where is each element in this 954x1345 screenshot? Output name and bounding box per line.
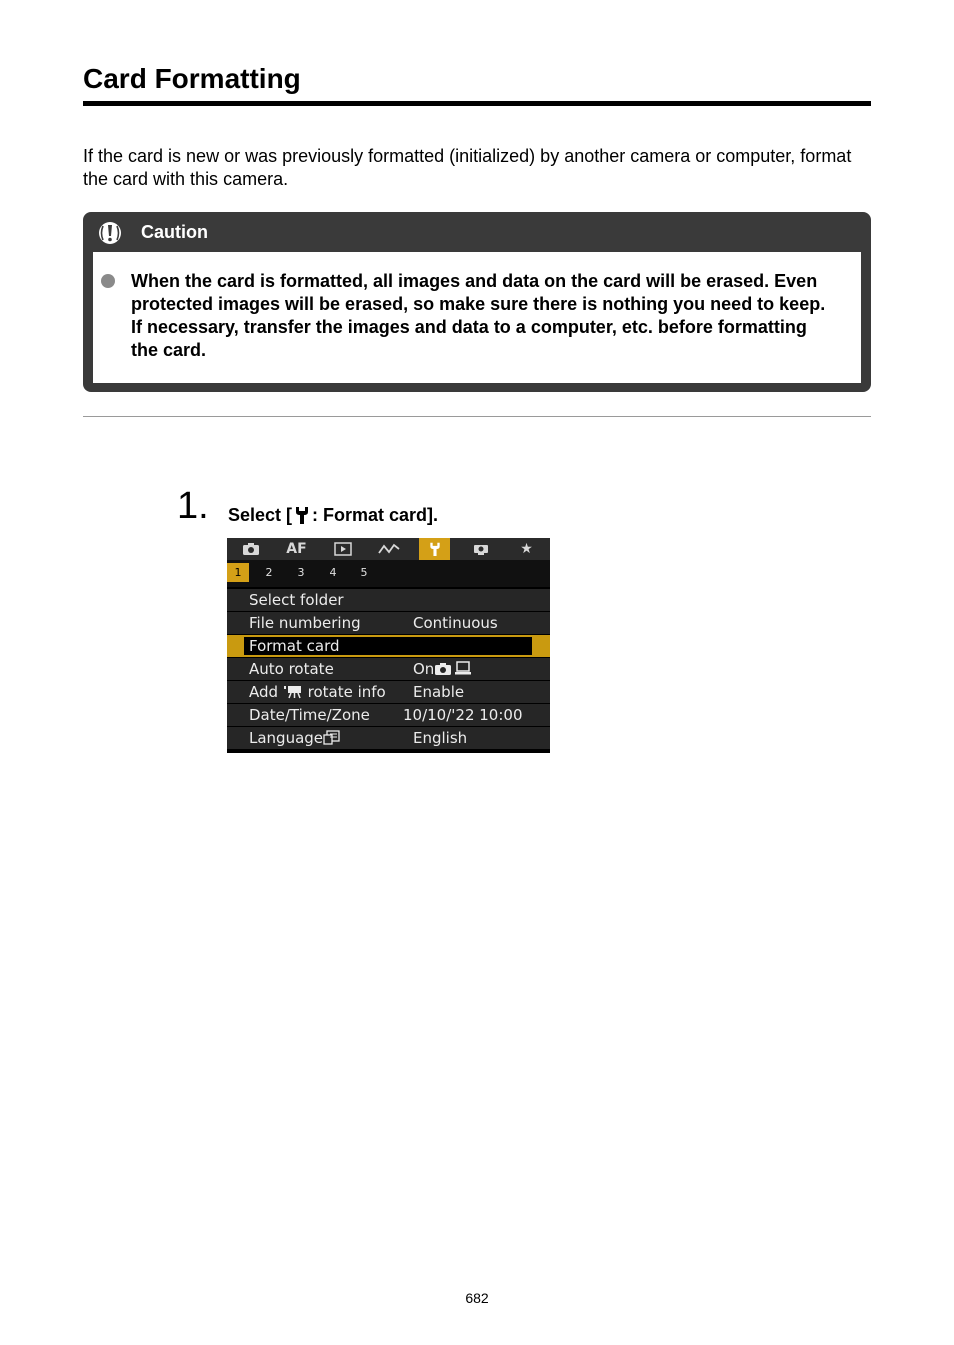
menu-row-date-time-zone[interactable]: [227, 704, 550, 726]
menu-row-label: Auto rotate: [249, 660, 334, 678]
tab-wireless[interactable]: [373, 538, 404, 560]
tab-af[interactable]: [281, 538, 312, 560]
step-prefix: Select [: [228, 505, 293, 525]
subtab-3[interactable]: 3: [297, 566, 305, 579]
menu-row-add-rotate-info[interactable]: [227, 681, 550, 703]
section-divider: [83, 416, 871, 417]
label-prefix: Add: [249, 683, 279, 701]
tab-setup[interactable]: [419, 538, 450, 560]
subtab-1[interactable]: 1: [227, 563, 249, 582]
menu-row-value: Enable: [413, 683, 465, 701]
wireless-icon: [378, 543, 400, 555]
menu-row-select-folder[interactable]: [227, 589, 550, 611]
menu-subtab-bar: [227, 560, 550, 587]
menu-row-label: Format card: [249, 637, 340, 655]
menu-row-auto-rotate[interactable]: [227, 658, 550, 680]
page-title: Card Formatting: [83, 62, 871, 106]
menu-row-label: Date/Time/Zone: [249, 706, 370, 724]
caution-icon: [98, 221, 122, 245]
menu-tab-bar: [227, 538, 550, 560]
language-label: Language: [249, 729, 324, 747]
page-number: 682: [465, 1290, 489, 1306]
subtab-5[interactable]: 5: [360, 566, 368, 579]
caution-text: When the card is formatted, all images and data on the card will be erased. Even protected images will be erased, so make sure there is nothing you need to keep. If necessary, transfer the images and data to a computer, etc. before formatting the card.: [131, 271, 826, 360]
label-suffix: rotate info: [307, 683, 386, 701]
caution-label: Caution: [141, 222, 208, 242]
menu-row-label: File numbering: [249, 614, 361, 632]
menu-row-value: [413, 658, 472, 680]
tab-my-menu[interactable]: [511, 538, 542, 560]
playback-icon: [334, 542, 352, 556]
camera-icon: [242, 542, 260, 556]
step-number: 1.: [177, 485, 209, 527]
intro-paragraph: If the card is new or was previously formatted (initialized) by another camera or computer, format the card with this camera.: [83, 146, 852, 189]
menu-row-file-numbering[interactable]: [227, 612, 550, 634]
menu-row-language[interactable]: [227, 727, 550, 749]
caution-body: [93, 252, 861, 383]
computer-icon: [454, 661, 472, 676]
caution-header: [83, 212, 871, 252]
menu-row-label: Select folder: [249, 591, 344, 609]
language-icon: [323, 730, 341, 745]
star-icon: ★: [520, 541, 533, 557]
menu-row-label: [249, 727, 341, 749]
step-instruction: [228, 504, 438, 526]
step-suffix: : Format card].: [312, 505, 439, 525]
tab-af-label: AF: [286, 541, 307, 557]
caution-box: [83, 212, 871, 392]
wrench-icon: [293, 505, 311, 525]
wrench-icon: [428, 541, 442, 557]
bullet-icon: [101, 274, 115, 288]
auto-rotate-value: On: [413, 660, 435, 678]
movie-icon: [283, 685, 303, 699]
tab-custom-functions[interactable]: [465, 538, 496, 560]
tab-playback[interactable]: [327, 538, 358, 560]
menu-row-value: English: [413, 729, 468, 747]
camera-icon: [434, 662, 452, 676]
tab-shooting[interactable]: [235, 538, 266, 560]
camera-menu-screenshot: [227, 538, 550, 753]
menu-row-label: [249, 681, 386, 703]
custom-settings-icon: [472, 542, 490, 556]
menu-row-value: 10/10/'22 10:00: [403, 706, 523, 724]
subtab-2[interactable]: 2: [265, 566, 273, 579]
menu-row-format-card[interactable]: [227, 635, 550, 657]
subtab-4[interactable]: 4: [329, 566, 337, 579]
menu-row-value: Continuous: [413, 614, 498, 632]
